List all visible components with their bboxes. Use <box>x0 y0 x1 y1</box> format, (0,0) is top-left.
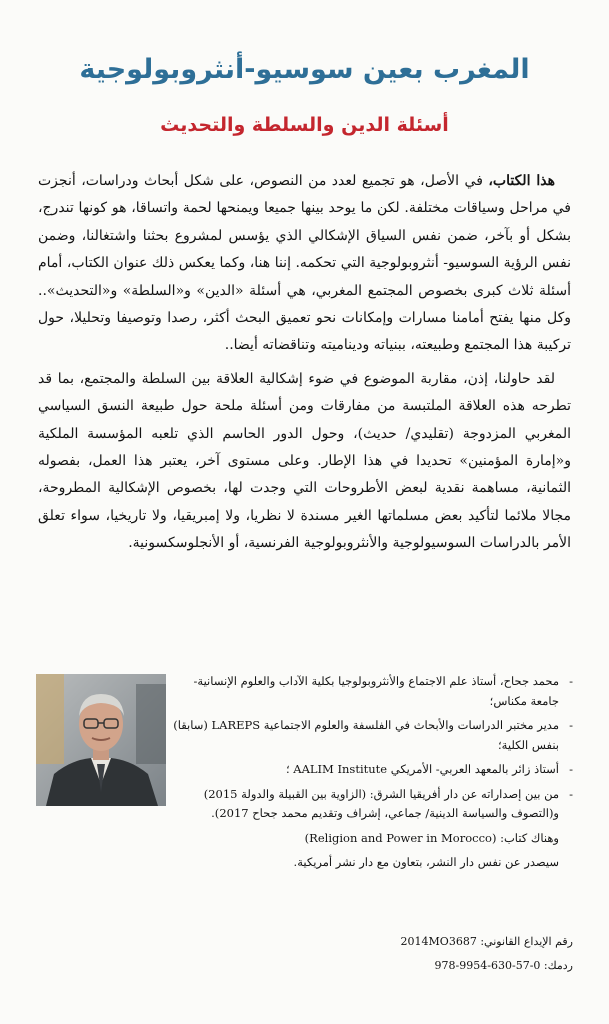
bio-item-text: أستاذ زائر بالمعهد العربي- الأمريكي AALIM Institute ؛ <box>285 762 559 776</box>
lead-phrase: هذا الكتاب، <box>488 173 555 189</box>
paragraph-1-text: في الأصل، هو تجميع لعدد من النصوص، على شكل أبحاث ودراسات، أنجزت في مراحل وسياقات مختلفة. لكن ما يوحد بينها جميعا ويمنحها لحمة واتساقا، هو كونها تندرج، بشكل أو بآخر، ضمن نفس السياق الإشكالي الذي يؤسس لمشروع بحثنا واشتغالنا، وضمن نفس الرؤية السوسيو- أنثروبولوجية التي تحكمه. إننا هنا، وكما يعكس ذلك عنوان الكتاب، أمام أسئلة ثلاث كبرى بخصوص المجتمع المغربي، هي أسئلة «الدين» و«السلطة» و«التحديث».. وكل منها يفتح أمامنا مسارات وإمكانات نحو تعميق البحث أكثر، رصدا وتوصيفا وتحليلا، حول تركيبة هذا المجتمع وطبيعته، ببنياته وديناميته وتناقضاته أيضا.. <box>38 173 571 354</box>
legal-info <box>401 930 573 978</box>
bio-dash: - <box>569 786 573 801</box>
description-paragraph-1 <box>38 168 571 360</box>
bio-item-text: مدير مختبر الدراسات والأبحاث في الفلسفة والعلوم الاجتماعية LAREPS (سابقا) بنفس الكلية؛ <box>173 718 559 752</box>
bio-item <box>171 785 573 824</box>
legal-deposit: رقم الإيداع القانوني: 2014MO3687 <box>400 935 573 948</box>
book-title: المغرب بعين سوسيو-أنثروبولوجية <box>79 54 530 85</box>
author-photo <box>36 674 166 806</box>
bio-item <box>171 716 573 755</box>
bio-forthcoming-note: سيصدر عن نفس دار النشر، بتعاون مع دار نشر أمريكية. <box>293 855 559 869</box>
book-subtitle: أسئلة الدين والسلطة والتحديث <box>160 114 449 136</box>
bio-item <box>171 760 573 780</box>
bio-dash: - <box>569 718 573 732</box>
bio-dash: - <box>569 762 573 776</box>
author-bio <box>171 672 573 878</box>
bio-item-text: من بين إصداراته عن دار أفريقيا الشرق: (الزاوية بين القبيلة والدولة 2015) و(التصوف والسياسة الدينية/ جماعي، إشراف وتقديم محمد جحاح 2017). <box>203 786 559 820</box>
book-description <box>38 168 571 564</box>
bio-item <box>171 672 573 711</box>
bio-forthcoming-book: وهناك كتاب: (Religion and Power in Morocco) <box>304 830 559 845</box>
author-portrait-icon <box>36 674 166 806</box>
bio-item-text: محمد جحاح، أستاذ علم الاجتماع والأنثروبولوجيا بكلية الآداب والعلوم الإنسانية- جامعة مكناس؛ <box>193 674 559 708</box>
description-paragraph-2: لقد حاولنا، إذن، مقاربة الموضوع في ضوء إشكالية العلاقة بين السلطة والمجتمع، بما قد تطرحه هذه العلاقة الملتبسة من مفارقات ومن أسئلة ملحة حول طبيعة النسق السياسي المغربي المزدوجة (تقليدي/ حديث)، وحول الدور الحاسم الذي تلعبه المؤسسة الملكية و«إمارة المؤمنين» تحديدا في هذا الإطار. وعلى مستوى آخر، يعتبر هذا العمل، بفصوله الثمانية، مساهمة نقدية لبعض الأطروحات التي وجدت لها، بخصوص الإشكالية المطروحة، مجالا ملائما لتأكيد بعض مسلماتها الغير مسندة لا نظريا، ولا إمبريقيا، ولا تاريخيا، سواء تعلق الأمر بالدراسات السوسيولوجية والأنثروبولوجية الفرنسية، أو الأنجلوسكسونية. <box>38 370 571 552</box>
bio-dash: - <box>569 674 573 688</box>
isbn: ردمك: 0-57-630-9954-978 <box>434 959 573 972</box>
